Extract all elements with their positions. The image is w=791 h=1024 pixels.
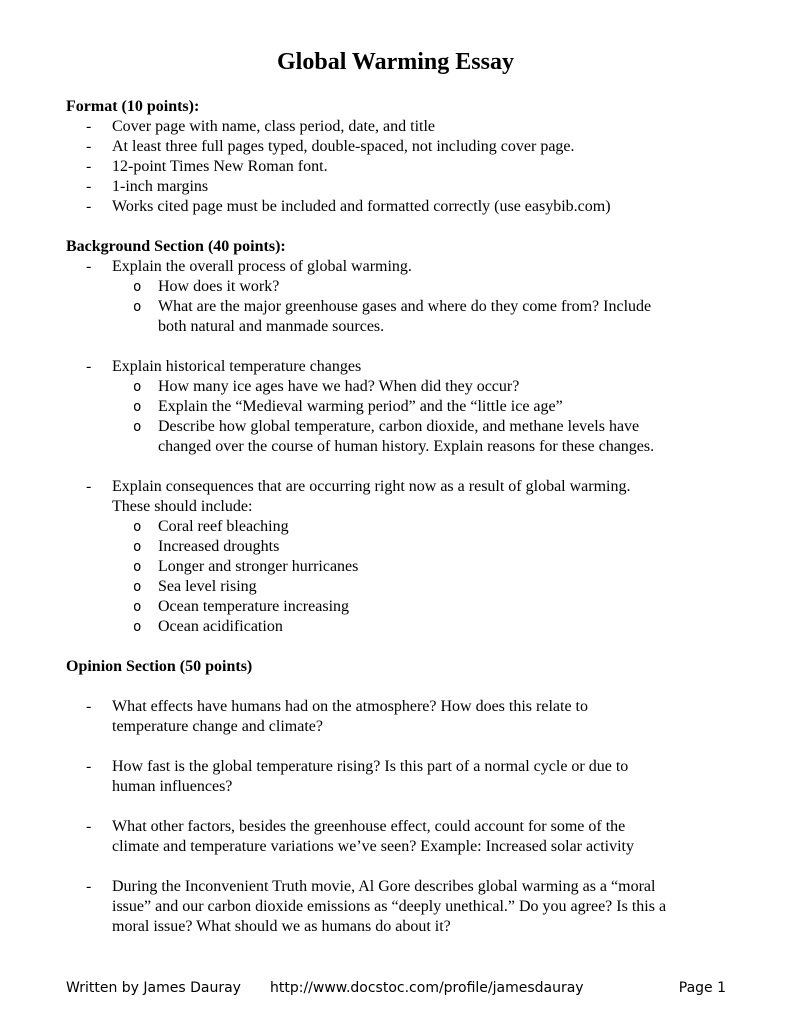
background-heading: Background Section (40 points): <box>66 238 286 255</box>
opinion-heading: Opinion Section (50 points) <box>66 658 253 675</box>
sub-item: o Describe how global temperature, carbon dioxide, and methane levels have <box>133 418 640 435</box>
sub-item: o Coral reef bleaching <box>133 518 289 535</box>
dash-bullet: - <box>86 258 92 275</box>
circle-bullet: o <box>133 299 142 315</box>
dash-bullet: - <box>86 138 92 155</box>
list-item-continuation: temperature change and climate? <box>112 718 323 735</box>
list-item: - 12-point Times New Roman font. <box>86 158 328 175</box>
list-item-continuation: moral issue? What should we as humans do about it? <box>112 918 451 935</box>
list-item-continuation: issue” and our carbon dioxide emissions as “deeply unethical.” Do you agree? Is this a <box>112 898 667 915</box>
list-item: - How fast is the global temperature rising? Is this part of a normal cycle or due to <box>86 758 629 775</box>
dash-bullet: - <box>86 158 92 175</box>
list-item: - 1-inch margins <box>86 178 209 195</box>
sub-item: o Ocean acidification <box>133 618 283 635</box>
sub-item-continuation: both natural and manmade sources. <box>158 318 385 335</box>
circle-bullet: o <box>133 559 142 575</box>
footer-page-number: Page 1 <box>678 980 726 996</box>
sub-item: o How many ice ages have we had? When did they occur? <box>133 378 520 395</box>
dash-bullet: - <box>86 118 92 135</box>
page-title: Global Warming Essay <box>277 49 514 75</box>
dash-bullet: - <box>86 818 92 835</box>
sub-item-continuation: changed over the course of human history. Explain reasons for these changes. <box>158 438 655 455</box>
circle-bullet: o <box>133 539 142 555</box>
list-item-continuation: These should include: <box>112 498 253 515</box>
dash-bullet: - <box>86 698 92 715</box>
circle-bullet: o <box>133 379 142 395</box>
dash-bullet: - <box>86 358 92 375</box>
document-body <box>66 97 736 937</box>
dash-bullet: - <box>86 878 92 895</box>
background-list <box>66 257 736 637</box>
list-item-continuation: climate and temperature variations we’ve seen? Example: Increased solar activity <box>112 838 634 855</box>
dash-bullet: - <box>86 758 92 775</box>
list-item: - At least three full pages typed, double-spaced, not including cover page. <box>86 138 575 155</box>
circle-bullet: o <box>133 419 142 435</box>
circle-bullet: o <box>133 519 142 535</box>
footer-author: Written by James Dauray <box>66 980 241 996</box>
sub-item: o Ocean temperature increasing <box>133 598 350 615</box>
list-item: - Explain the overall process of global warming. <box>86 258 412 275</box>
sub-item: o Longer and stronger hurricanes <box>133 558 359 575</box>
list-item: - Works cited page must be included and formatted correctly (use easybib.com) <box>86 198 611 215</box>
list-item: - Cover page with name, class period, date, and title <box>86 118 436 135</box>
circle-bullet: o <box>133 599 142 615</box>
sub-item: o What are the major greenhouse gases and where do they come from? Include <box>133 298 652 315</box>
opinion-list <box>66 697 736 937</box>
format-heading: Format (10 points): <box>66 98 200 115</box>
dash-bullet: - <box>86 198 92 215</box>
circle-bullet: o <box>133 619 142 635</box>
list-item: - What effects have humans had on the atmosphere? How does this relate to <box>86 698 588 715</box>
list-item: - Explain historical temperature changes <box>86 358 362 375</box>
footer-url: http://www.docstoc.com/profile/jamesdauray <box>270 980 584 996</box>
circle-bullet: o <box>133 279 142 295</box>
dash-bullet: - <box>86 478 92 495</box>
list-item: - During the Inconvenient Truth movie, Al Gore describes global warming as a “moral <box>86 878 656 895</box>
dash-bullet: - <box>86 178 92 195</box>
list-item: - Explain consequences that are occurring right now as a result of global warming. <box>86 478 631 495</box>
format-list <box>66 117 736 217</box>
sub-item: o Sea level rising <box>133 578 257 595</box>
list-item: - What other factors, besides the greenhouse effect, could account for some of the <box>86 818 626 835</box>
circle-bullet: o <box>133 579 142 595</box>
list-item-continuation: human influences? <box>112 778 233 795</box>
page-footer <box>66 978 726 998</box>
sub-item: o Increased droughts <box>133 538 280 555</box>
circle-bullet: o <box>133 399 142 415</box>
sub-item: o Explain the “Medieval warming period” and the “little ice age” <box>133 398 563 415</box>
sub-item: o How does it work? <box>133 278 280 295</box>
